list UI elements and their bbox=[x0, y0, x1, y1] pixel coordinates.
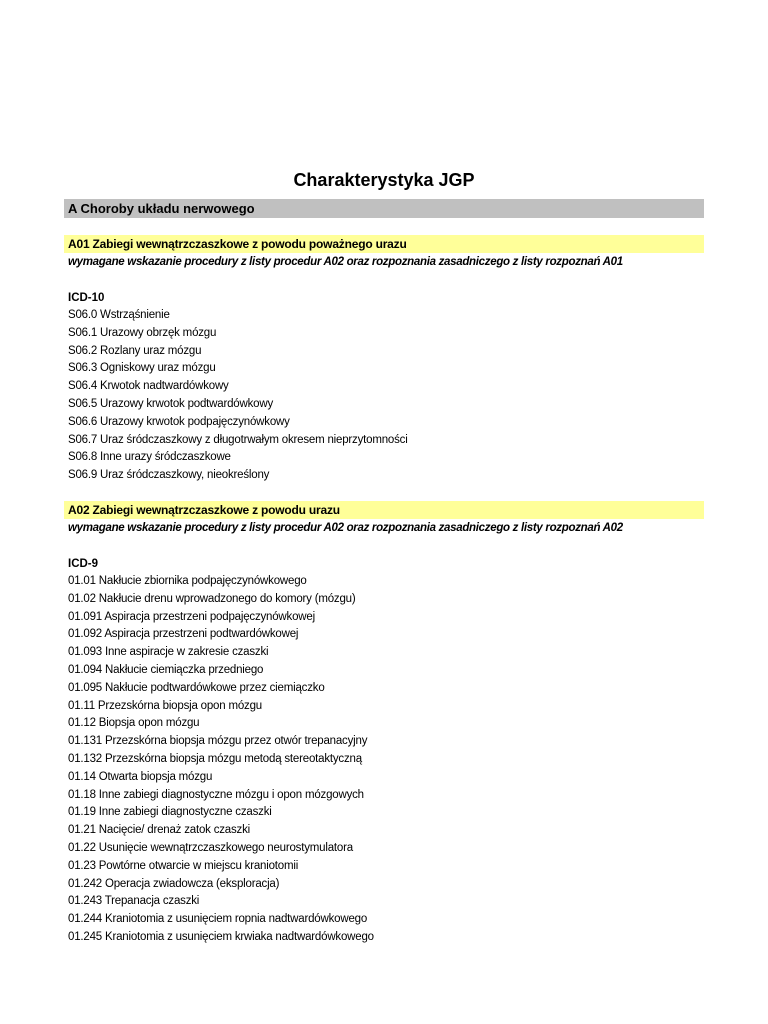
list-item: 01.095 Nakłucie podtwardówkowe przez ciemiączko bbox=[68, 681, 325, 694]
list-item: 01.132 Przezskórna biopsja mózgu metodą stereotaktyczną bbox=[68, 752, 362, 765]
group-requirement: wymagane wskazanie procedury z listy procedur A02 oraz rozpoznania zasadniczego z listy rozpoznań A01 bbox=[68, 256, 623, 268]
list-item: 01.12 Biopsja opon mózgu bbox=[68, 717, 200, 730]
list-item: 01.245 Kraniotomia z usunięciem krwiaka nadtwardówkowego bbox=[68, 930, 374, 943]
list-item: 01.21 Nacięcie/ drenaż zatok czaszki bbox=[68, 824, 251, 837]
list-item: S06.8 Inne urazy śródczaszkowe bbox=[68, 451, 231, 464]
group-heading: A02 Zabiegi wewnątrzczaszkowe z powodu urazu bbox=[64, 501, 704, 519]
list-item: S06.6 Urazowy krwotok podpajęczynówkowy bbox=[68, 415, 290, 428]
group-a01 bbox=[64, 235, 704, 485]
list-item: 01.19 Inne zabiegi diagnostyczne czaszki bbox=[68, 806, 272, 819]
list-item: 01.094 Nakłucie ciemiączka przedniego bbox=[68, 663, 264, 676]
group-requirement: wymagane wskazanie procedury z listy procedur A02 oraz rozpoznania zasadniczego z listy rozpoznań A02 bbox=[68, 522, 623, 534]
list-item: 01.131 Przezskórna biopsja mózgu przez otwór trepanacyjny bbox=[68, 735, 368, 748]
list-item: 01.11 Przezskórna biopsja opon mózgu bbox=[68, 699, 262, 712]
group-heading: A01 Zabiegi wewnątrzczaszkowe z powodu poważnego urazu bbox=[64, 235, 704, 253]
list-item: 01.18 Inne zabiegi diagnostyczne mózgu i opon mózgowych bbox=[68, 788, 364, 801]
list-item: S06.5 Urazowy krwotok podtwardówkowy bbox=[68, 397, 273, 410]
list-item: 01.02 Nakłucie drenu wprowadzonego do komory (mózgu) bbox=[68, 592, 356, 605]
list-item: 01.243 Trepanacja czaszki bbox=[68, 895, 200, 908]
list-item: S06.3 Ogniskowy uraz mózgu bbox=[68, 362, 216, 375]
list-item: S06.1 Urazowy obrzęk mózgu bbox=[68, 326, 217, 339]
list-item: S06.0 Wstrząśnienie bbox=[68, 309, 170, 321]
list-item: 01.22 Usunięcie wewnątrzczaszkowego neurostymulatora bbox=[68, 841, 353, 854]
code-list bbox=[64, 573, 704, 947]
list-item: S06.4 Krwotok nadtwardówkowy bbox=[68, 380, 229, 393]
list-item: 01.01 Nakłucie zbiornika podpajęczynówkowego bbox=[68, 575, 307, 587]
list-item: 01.23 Powtórne otwarcie w miejscu kraniotomii bbox=[68, 859, 299, 872]
list-item: 01.091 Aspiracja przestrzeni podpajęczynówkowej bbox=[68, 610, 315, 623]
list-item: S06.9 Uraz śródczaszkowy, nieokreślony bbox=[68, 469, 270, 482]
list-item: S06.7 Uraz śródczaszkowy z długotrwałym okresem nieprzytomności bbox=[68, 433, 408, 446]
section-header: A Choroby układu nerwowego bbox=[64, 199, 704, 218]
list-item: 01.244 Kraniotomia z usunięciem ropnia nadtwardówkowego bbox=[68, 913, 368, 926]
list-item: S06.2 Rozlany uraz mózgu bbox=[68, 344, 202, 357]
code-list bbox=[64, 307, 704, 485]
page-title: Charakterystyka JGP bbox=[293, 170, 475, 190]
list-item: 01.093 Inne aspiracje w zakresie czaszki bbox=[68, 646, 269, 659]
list-item: 01.242 Operacja zwiadowcza (eksploracja) bbox=[68, 877, 280, 890]
code-list-label: ICD-10 bbox=[68, 292, 105, 304]
code-list-label: ICD-9 bbox=[68, 558, 99, 570]
list-item: 01.14 Otwarta biopsja mózgu bbox=[68, 770, 213, 783]
group-a02 bbox=[64, 501, 704, 947]
list-item: 01.092 Aspiracja przestrzeni podtwardówkowej bbox=[68, 628, 299, 641]
